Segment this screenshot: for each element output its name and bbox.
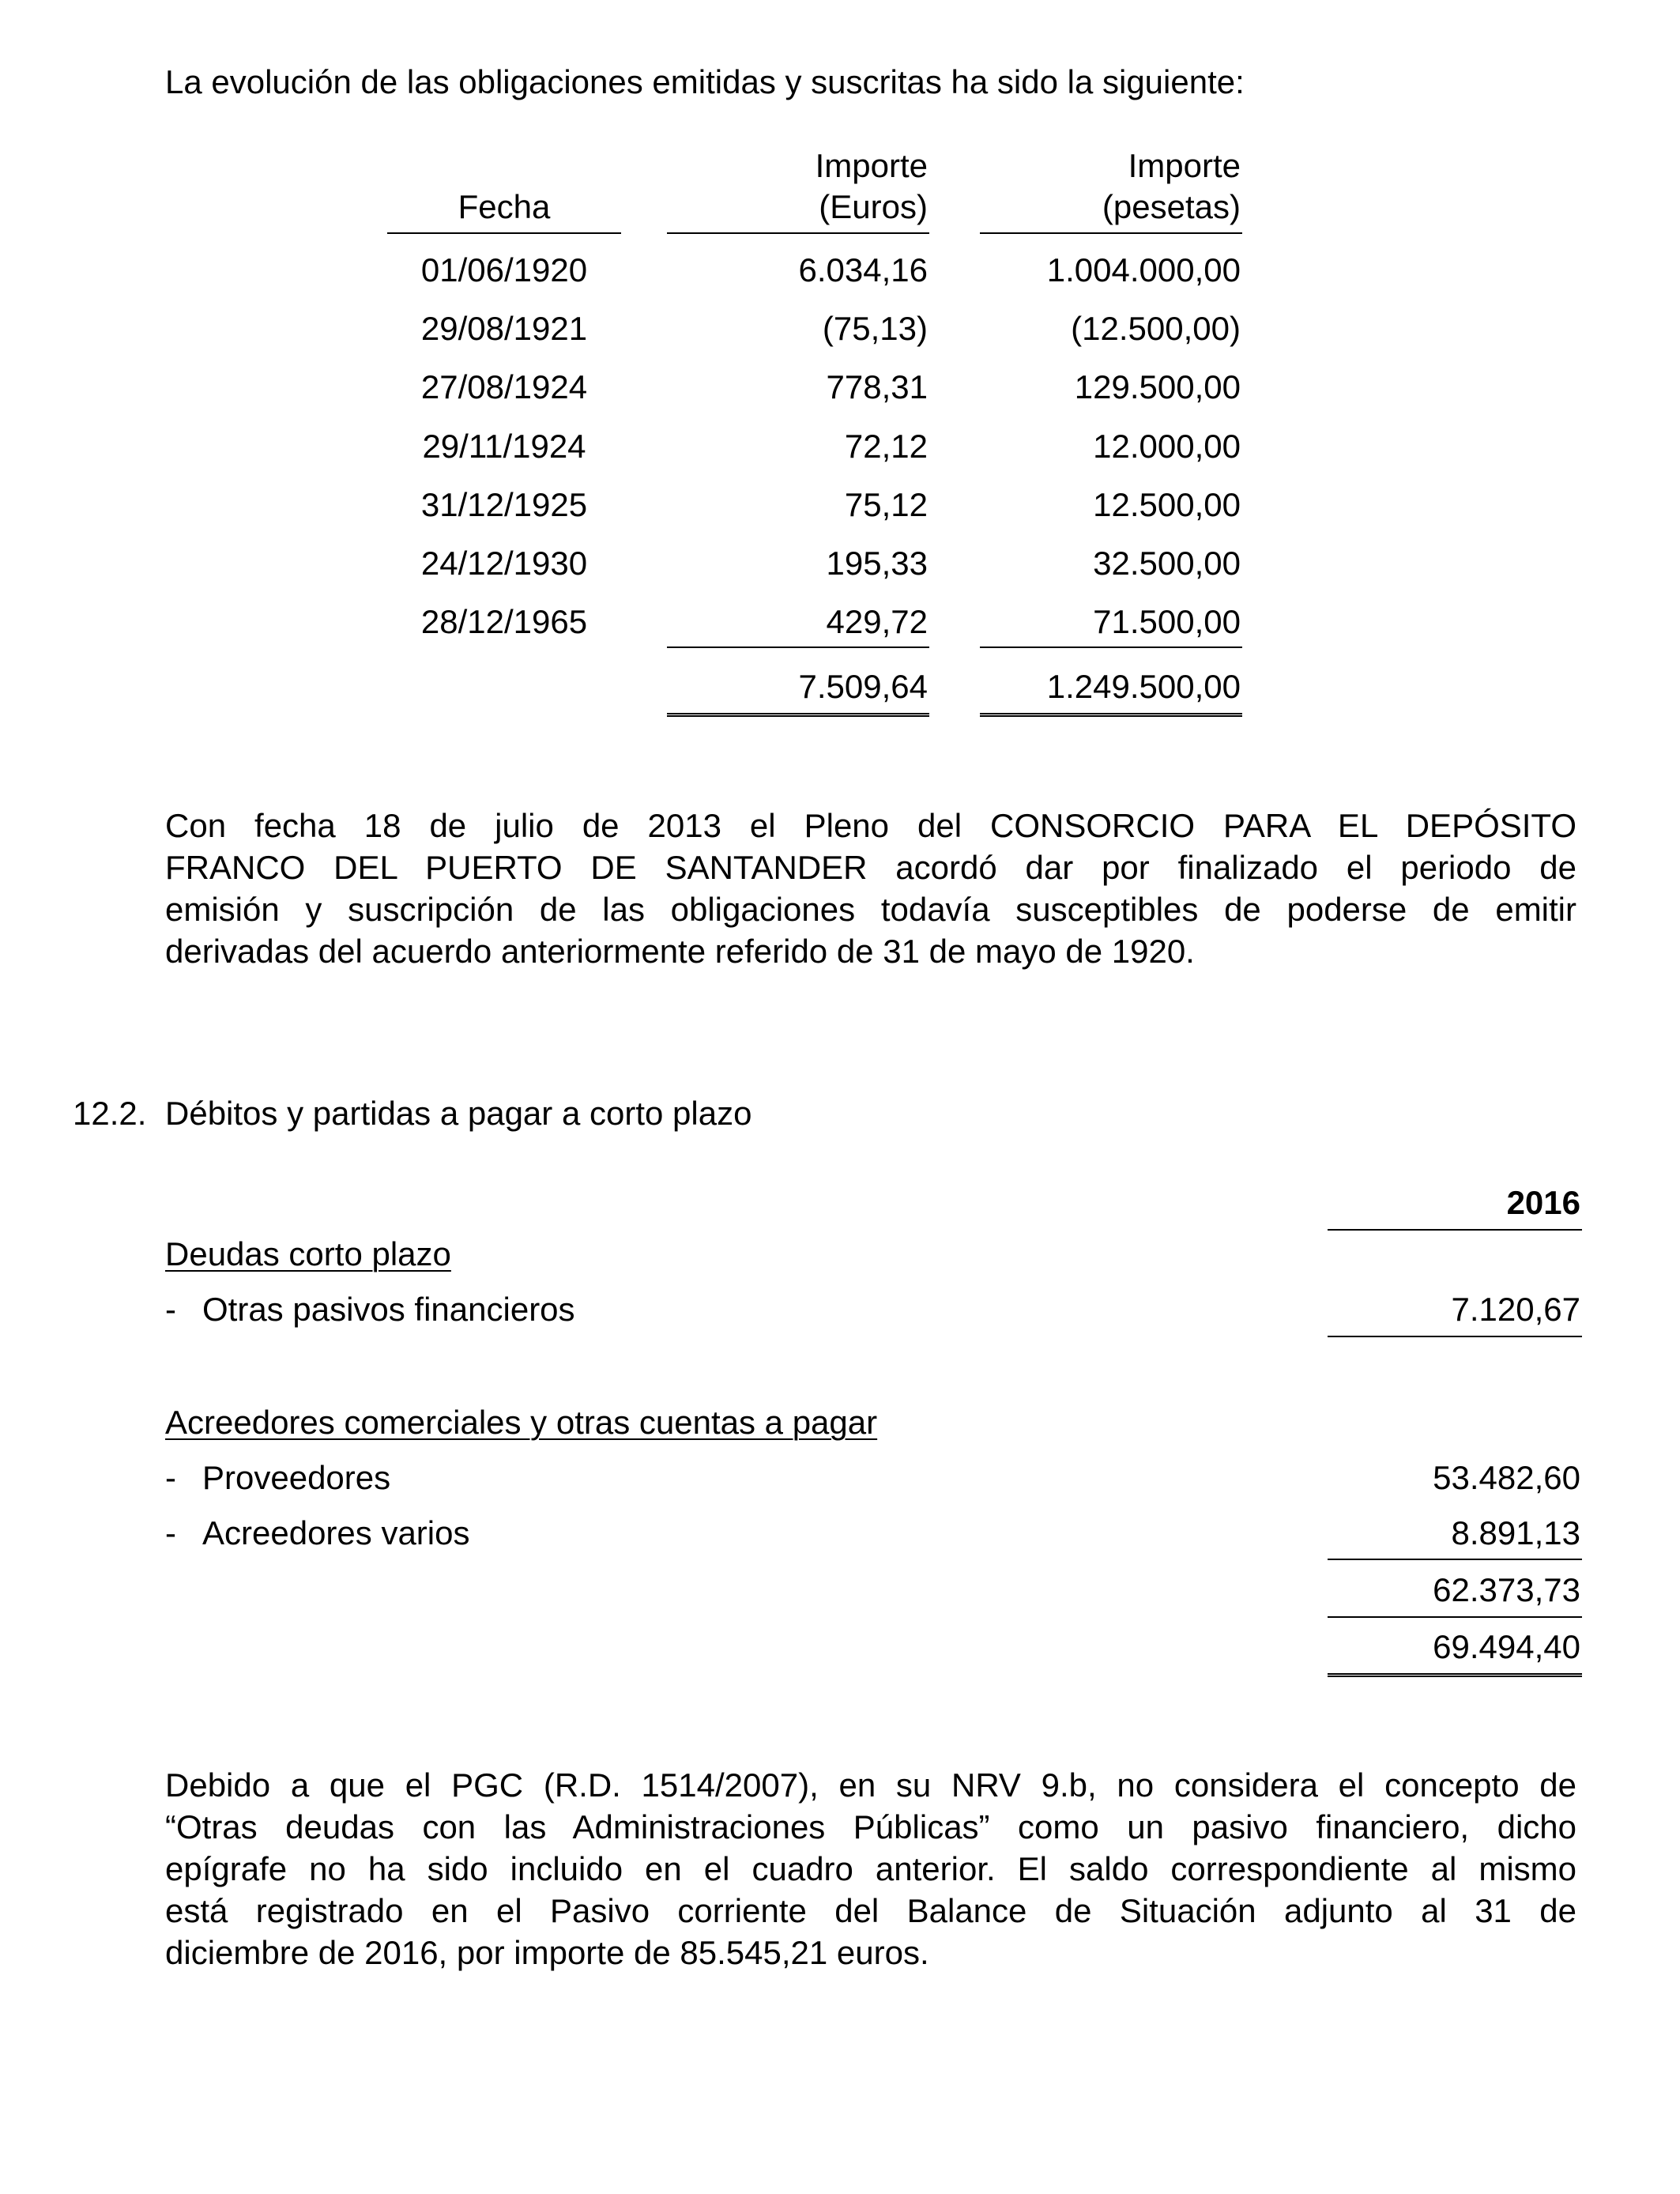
total-pesetas: 1.249.500,00 [1046,668,1241,705]
row-euros: 429,72 [826,603,928,640]
header-euros-line2: (Euros) [819,188,928,225]
row-euros: 72,12 [844,428,928,465]
item-acreedores-varios: Acreedores varios [202,1514,470,1551]
row-pesetas: 129.500,00 [1074,368,1241,405]
item-otros-pasivos: Otras pasivos financieros [202,1291,575,1328]
row-fecha: 27/08/1924 [420,368,588,405]
group1-underline [1328,1336,1582,1337]
euros-sum-line [667,647,929,648]
value-otros-pasivos: 7.120,67 [1451,1291,1580,1328]
paragraph-line: epígrafe no ha sido incluido en el cuadro anterior. El saldo correspondiente al mismo [165,1850,1576,1887]
section-number: 12.2. [73,1095,147,1132]
row-pesetas: 12.500,00 [1093,486,1241,523]
header-fecha: Fecha [458,188,551,225]
row-fecha: 24/12/1930 [420,545,588,582]
pesetas-sum-line [980,647,1242,648]
group2-underline [1328,1559,1582,1560]
row-pesetas: 71.500,00 [1093,603,1241,640]
row-pesetas: (12.500,00) [1071,310,1241,347]
paragraph-line: está registrado en el Pasivo corriente del Balance de Situación adjunto al 31 de [165,1892,1576,1929]
paragraph-pgc [165,1764,1576,1973]
row-euros: 778,31 [826,368,928,405]
paragraph-consorcio [165,805,1576,972]
list-dash: - [165,1459,176,1496]
subtotal-acreedores: 62.373,73 [1433,1571,1580,1608]
grand-total-double-line [1328,1673,1582,1677]
section-title: Débitos y partidas a pagar a corto plazo [165,1095,752,1132]
row-fecha: 29/11/1924 [422,428,586,465]
list-dash: - [165,1514,176,1551]
row-euros: (75,13) [822,310,928,347]
row-pesetas: 12.000,00 [1093,428,1241,465]
row-fecha: 29/08/1921 [420,310,588,347]
header-pesetas-line2: (pesetas) [1102,188,1241,225]
paragraph-line: Con fecha 18 de julio de 2013 el Pleno del CONSORCIO PARA EL DEPÓSITO [165,807,1576,844]
euros-total-double-line [667,713,929,717]
value-acreedores-varios: 8.891,13 [1451,1514,1580,1551]
header-pesetas-underline [980,232,1242,234]
paragraph-line: FRANCO DEL PUERTO DE SANTANDER acordó dar por finalizado el periodo de [165,849,1576,886]
year-header: 2016 [1506,1184,1580,1221]
header-fecha-underline [387,232,621,234]
row-fecha: 01/06/1920 [420,251,588,288]
subtotal-underline [1328,1616,1582,1618]
paragraph-line: diciembre de 2016, por importe de 85.545,21 euros. [165,1934,929,1971]
row-pesetas: 32.500,00 [1093,545,1241,582]
group-title-acreedores: Acreedores comerciales y otras cuentas a pagar [165,1404,878,1441]
row-euros: 75,12 [844,486,928,523]
item-proveedores: Proveedores [202,1459,391,1496]
row-euros: 6.034,16 [798,251,928,288]
list-dash: - [165,1291,176,1328]
header-euros-line1: Importe [815,147,928,184]
paragraph-line: “Otras deudas con las Administraciones Públicas” como un pasivo financiero, dicho [165,1808,1576,1845]
row-pesetas: 1.004.000,00 [1046,251,1241,288]
header-euros-underline [667,232,929,234]
year-header-underline [1328,1229,1582,1231]
pesetas-total-double-line [980,713,1242,717]
header-pesetas-line1: Importe [1128,147,1241,184]
row-fecha: 28/12/1965 [420,603,588,640]
row-fecha: 31/12/1925 [420,486,588,523]
paragraph-line: Debido a que el PGC (R.D. 1514/2007), en su NRV 9.b, no considera el concepto de [165,1766,1576,1804]
paragraph-line: emisión y suscripción de las obligaciones todavía susceptibles de poderse de emitir [165,891,1576,928]
value-proveedores: 53.482,60 [1433,1459,1580,1496]
total-euros: 7.509,64 [798,668,928,705]
row-euros: 195,33 [826,545,928,582]
group-title-deudas: Deudas corto plazo [165,1235,451,1272]
grand-total: 69.494,40 [1433,1628,1580,1665]
intro-text: La evolución de las obligaciones emitidas y suscritas ha sido la siguiente: [165,63,1245,100]
paragraph-line: derivadas del acuerdo anteriormente referido de 31 de mayo de 1920. [165,933,1195,970]
